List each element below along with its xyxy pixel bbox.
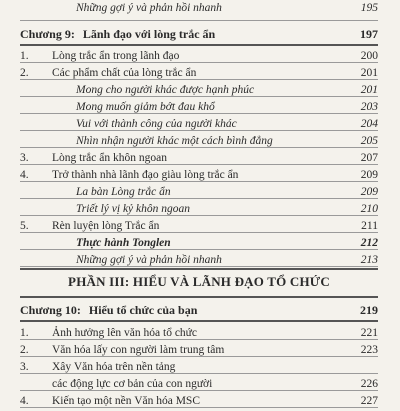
entry-page: 227 xyxy=(360,395,378,407)
entry-title: Trở thành nhà lãnh đạo giàu lòng trắc ẩn xyxy=(52,169,239,181)
chapter-page: 197 xyxy=(360,27,378,41)
entry-page: 201 xyxy=(360,84,378,96)
entry-title: Văn hóa lấy con người làm trung tâm xyxy=(52,344,225,356)
divider xyxy=(20,320,378,322)
toc-entry xyxy=(20,391,378,411)
entry-number: 2. xyxy=(20,344,29,356)
entry-title: các động lực cơ bản của con người xyxy=(52,378,213,390)
entry-title: Ảnh hưởng lên văn hóa tổ chức xyxy=(52,327,198,339)
toc-entry-fragment xyxy=(20,0,378,18)
entry-page: 212 xyxy=(360,237,378,249)
entry-title: Nhìn nhận người khác một cách bình đẳng xyxy=(76,135,273,147)
entry-title: Rèn luyện lòng Trắc ẩn xyxy=(52,220,160,232)
toc-entry xyxy=(20,250,378,270)
entry-page: 209 xyxy=(360,186,378,198)
entry-page: 223 xyxy=(360,344,378,356)
entry-title: Mong cho người khác được hạnh phúc xyxy=(76,84,255,96)
chapter-10-heading xyxy=(20,300,378,320)
chapter-9-heading xyxy=(20,24,378,44)
part-heading: PHẦN III: HIỂU VÀ LÃNH ĐẠO TỔ CHỨC xyxy=(68,274,330,289)
entry-page: 221 xyxy=(360,327,378,339)
entry-title: Lòng trắc ẩn khôn ngoan xyxy=(52,152,167,164)
chapter-label: Chương 9: xyxy=(20,27,75,41)
entry-page: 209 xyxy=(360,169,378,181)
entry-title: Những gợi ý và phản hồi nhanh xyxy=(76,2,222,14)
entry-page: 207 xyxy=(360,152,378,164)
entry-number: 4. xyxy=(20,169,29,181)
entry-page: 226 xyxy=(360,378,378,390)
entry-title: Xây Văn hóa trên nền tảng xyxy=(52,361,176,373)
chapter-label: Chương 10: xyxy=(20,303,81,317)
divider xyxy=(20,268,378,270)
entry-title: Mong muốn giảm bớt đau khổ xyxy=(76,101,215,113)
entry-title: Những gợi ý và phản hồi nhanh xyxy=(76,254,222,266)
entry-page: 210 xyxy=(360,203,378,215)
entry-page: 204 xyxy=(360,118,378,130)
divider xyxy=(20,407,378,408)
entry-title: Thực hành Tonglen xyxy=(76,237,171,249)
chapter-title: Hiểu tổ chức của bạn xyxy=(88,303,198,317)
divider xyxy=(20,20,378,21)
entry-title: Kiến tạo một nền Văn hóa MSC xyxy=(52,395,200,407)
chapter-page: 219 xyxy=(360,303,378,317)
entry-number: 5. xyxy=(20,220,29,232)
chapter-title: Lãnh đạo với lòng trắc ẩn xyxy=(82,27,216,41)
entry-page: 200 xyxy=(360,50,378,62)
entry-number: 3. xyxy=(20,152,29,164)
entry-number: 3. xyxy=(20,361,29,373)
entry-title: Vui với thành công của người khác xyxy=(76,118,237,130)
entry-number: 1. xyxy=(20,327,29,339)
entry-page: 203 xyxy=(360,101,378,113)
entry-number: 2. xyxy=(20,67,29,79)
entry-page: 195 xyxy=(360,2,378,14)
entry-title: La bàn Lòng trắc ẩn xyxy=(76,186,171,198)
entry-number: 4. xyxy=(20,395,29,407)
entry-title: Lòng trắc ẩn trong lãnh đạo xyxy=(52,50,180,62)
entry-page: 213 xyxy=(360,254,378,266)
entry-page: 211 xyxy=(361,220,378,232)
divider xyxy=(20,296,378,298)
entry-page: 201 xyxy=(360,67,378,79)
entry-title: Triết lý vị kỷ khôn ngoan xyxy=(76,203,191,215)
divider xyxy=(20,266,378,267)
entry-page: 205 xyxy=(360,135,378,147)
entry-number: 1. xyxy=(20,50,29,62)
entry-title: Các phẩm chất của lòng trắc ẩn xyxy=(52,67,197,79)
